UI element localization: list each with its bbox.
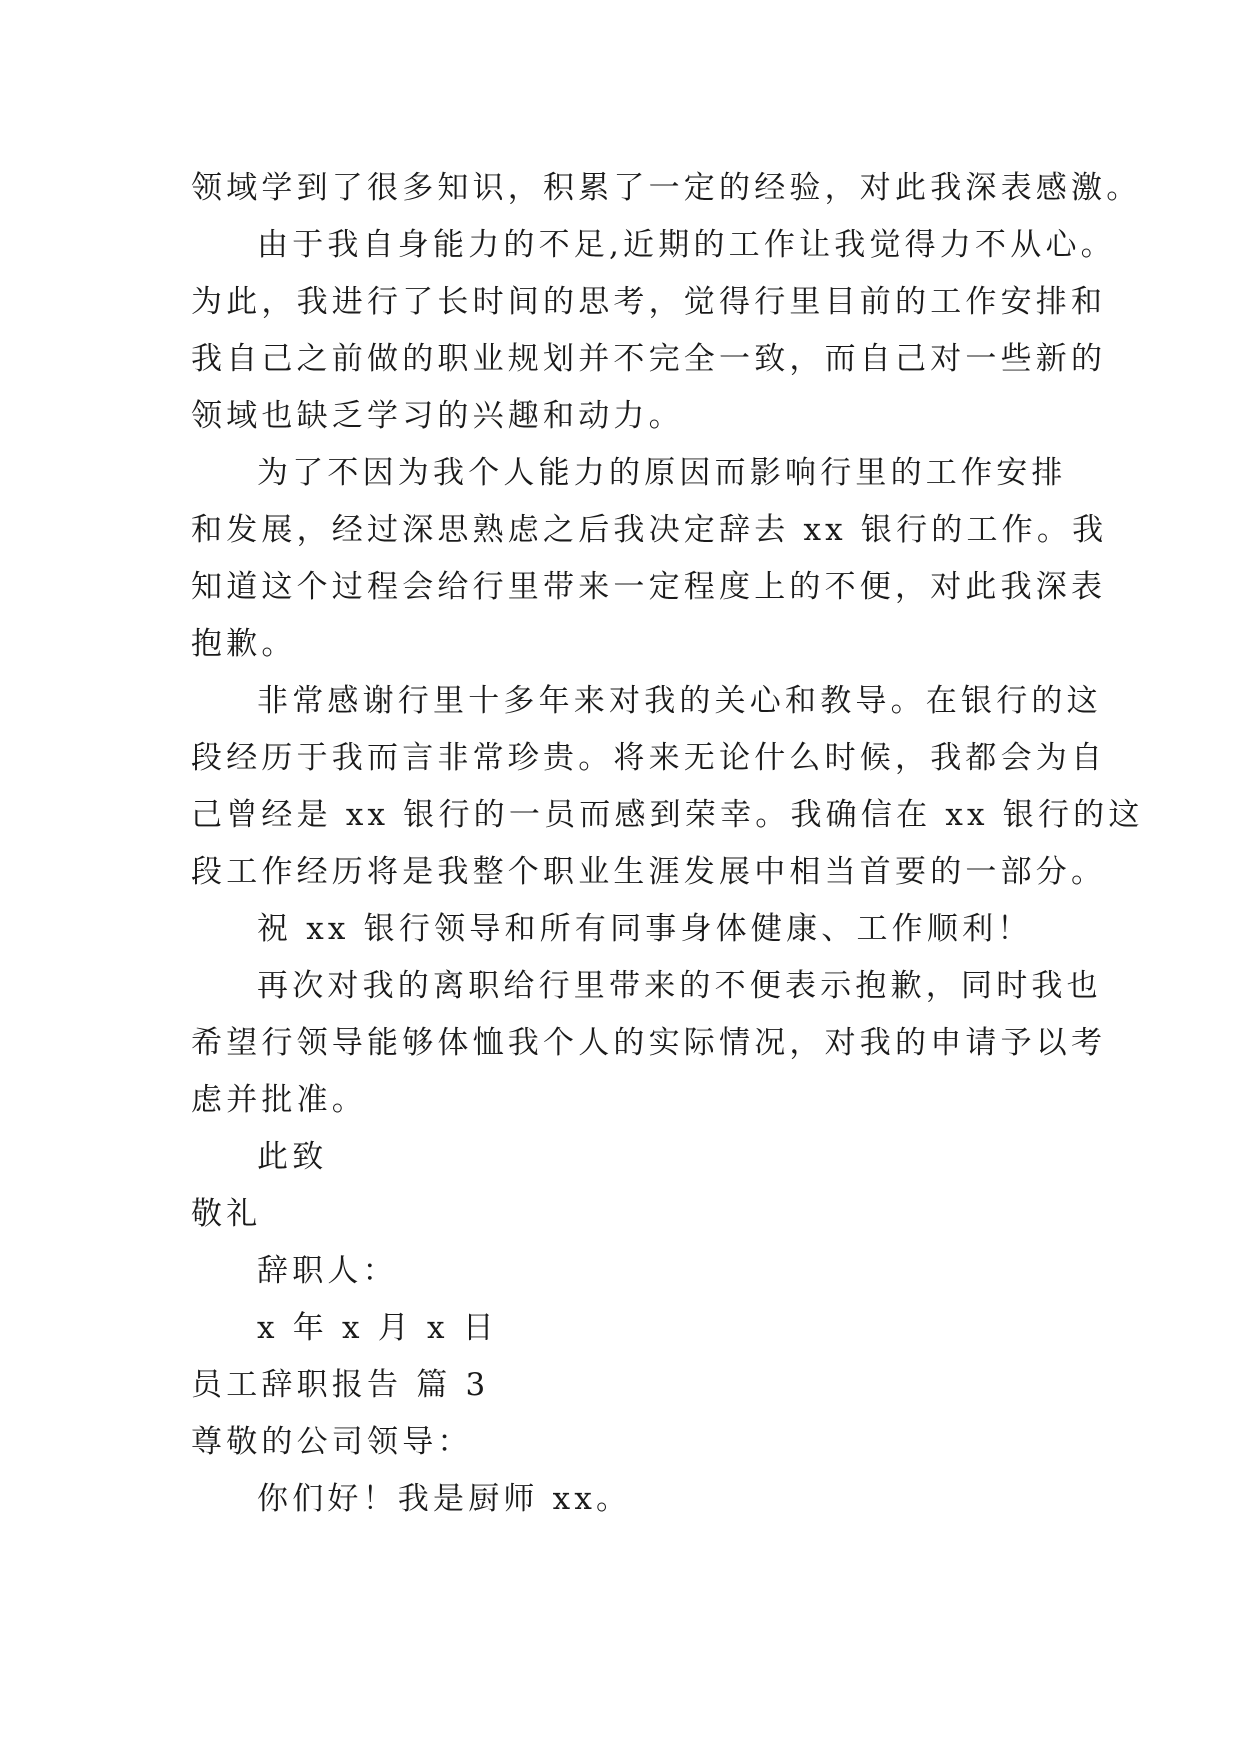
paragraph-line: 领域也缺乏学习的兴趣和动力。 <box>191 398 684 434</box>
paragraph-line: 再次对我的离职给行里带来的不便表示抱歉，同时我也 <box>257 968 1102 1004</box>
paragraph-line: 领域学到了很多知识，积累了一定的经验，对此我深表感激。 <box>191 170 1142 206</box>
paragraph-line: 非常感谢行里十多年来对我的关心和教导。在银行的这 <box>257 683 1102 719</box>
paragraph-line: 和发展，经过深思熟虑之后我决定辞去 xx 银行的工作。我 <box>191 512 1108 548</box>
paragraph-line: 希望行领导能够体恤我个人的实际情况，对我的申请予以考 <box>191 1025 1107 1061</box>
paragraph-line: 由于我自身能力的不足,近期的工作让我觉得力不从心。 <box>257 227 1116 263</box>
date-line: x 年 x 月 x 日 <box>257 1310 498 1346</box>
paragraph-line: 段工作经历将是我整个职业生涯发展中相当首要的一部分。 <box>191 854 1107 890</box>
paragraph-line: 你们好！我是厨师 xx。 <box>257 1481 632 1517</box>
paragraph-line: 虑并批准。 <box>191 1082 367 1118</box>
closing-phrase: 此致 <box>257 1139 328 1175</box>
paragraph-line: 我自己之前做的职业规划并不完全一致，而自己对一些新的 <box>191 341 1107 377</box>
paragraph-line: 为了不因为我个人能力的原因而影响行里的工作安排 <box>257 455 1067 491</box>
paragraph-line: 抱歉。 <box>191 626 297 662</box>
paragraph-line: 祝 xx 银行领导和所有同事身体健康、工作顺利！ <box>257 911 1033 947</box>
paragraph-line: 己曾经是 xx 银行的一员而感到荣幸。我确信在 xx 银行的这 <box>191 797 1144 833</box>
greeting-line: 尊敬的公司领导： <box>191 1424 473 1460</box>
signature-label: 辞职人： <box>257 1253 398 1289</box>
salutation: 敬礼 <box>191 1196 262 1232</box>
paragraph-line: 段经历于我而言非常珍贵。将来无论什么时候，我都会为自 <box>191 740 1107 776</box>
section-heading: 员工辞职报告 篇 3 <box>191 1367 490 1403</box>
paragraph-line: 知道这个过程会给行里带来一定程度上的不便，对此我深表 <box>191 569 1107 605</box>
paragraph-line: 为此，我进行了长时间的思考，觉得行里目前的工作安排和 <box>191 284 1107 320</box>
